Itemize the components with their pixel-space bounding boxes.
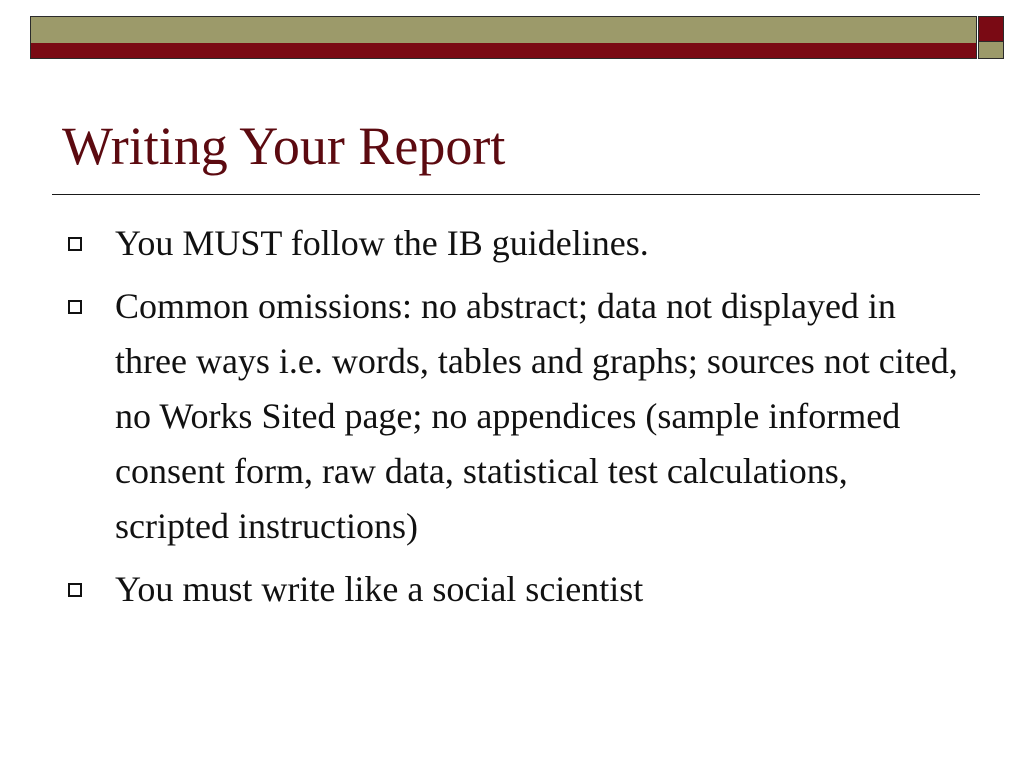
bullet-item (62, 216, 962, 271)
slide-title: Writing Your Report (62, 116, 506, 176)
hollow-square-bullet-icon (68, 583, 82, 597)
bullet-item (62, 279, 962, 554)
bullet-text: You must write like a social scientist (115, 569, 644, 609)
corner-maroon-block (978, 16, 1004, 42)
bullet-list (62, 216, 962, 625)
title-divider (52, 194, 980, 195)
header-olive-stripe (31, 17, 976, 44)
bullet-text: Common omissions: no abstract; data not displayed in three ways i.e. words, tables and graphs; sources not cited, no Works Sited page; no appendices (sample informed consent form, raw data, statistical test calculations, scripted instructions) (115, 286, 958, 546)
corner-olive-block (978, 42, 1004, 59)
hollow-square-bullet-icon (68, 237, 82, 251)
hollow-square-bullet-icon (68, 300, 82, 314)
header-maroon-stripe (31, 43, 976, 58)
header-decoration-band (30, 16, 977, 59)
bullet-text: You MUST follow the IB guidelines. (115, 223, 649, 263)
bullet-item (62, 562, 962, 617)
